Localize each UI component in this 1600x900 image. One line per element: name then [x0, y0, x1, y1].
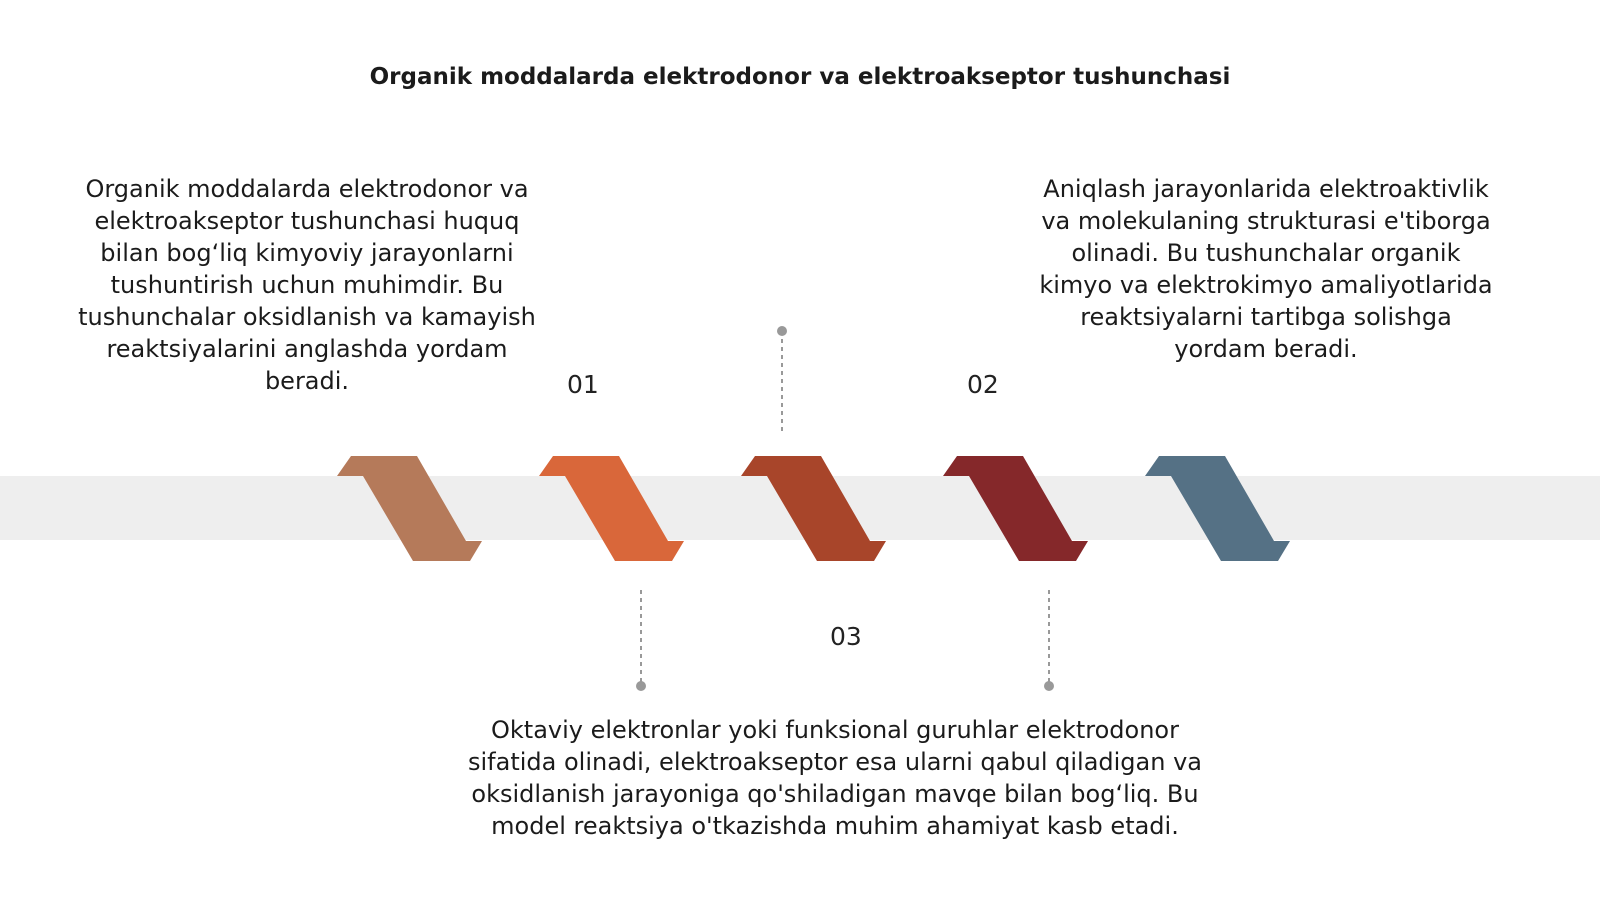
chevron-3 [741, 456, 886, 561]
step-1-description: Organik moddalarda elektrodonor va elektroakseptor tushunchasi huquq bilan bog‘liq kimyoviy jarayonlarni tushuntirish uchun muhimdir. Bu tushunchalar oksidlanish va kamayish reaktsiyalarini anglashda yordam beradi. [78, 175, 536, 395]
chevron-4 [943, 456, 1088, 561]
step-1-number: 01 [567, 370, 599, 399]
chevron-2 [539, 456, 684, 561]
connector-bottom-left [636, 590, 646, 691]
step-3-description: Oktaviy elektronlar yoki funksional guruhlar elektrodonor sifatida olinadi, elektroakseptor esa ularni qabul qiladigan va oksidlanish jarayoniga qo'shiladigan mavqe bilan bog‘liq. Bu model reaktsiya o'tkazishda muhim ahamiyat kasb etadi. [467, 716, 1202, 840]
page-title: Organik moddalarda elektrodonor va elektroakseptor tushunchasi [369, 64, 1231, 90]
chevron-5 [1145, 456, 1290, 561]
step-2-description: Aniqlash jarayonlarida elektroaktivlik va molekulaning strukturasi e'tiborga olinadi. Bu tushunchalar organik kimyo va elektrokimyo amaliyotlarida reaktsiyalarni tartibga solishga yordam beradi. [1039, 175, 1493, 363]
chevron-1 [337, 456, 482, 561]
step-3-number: 03 [830, 622, 862, 651]
connector-top [777, 326, 787, 432]
step-2-number: 02 [967, 370, 999, 399]
connector-bottom-right [1044, 590, 1054, 691]
